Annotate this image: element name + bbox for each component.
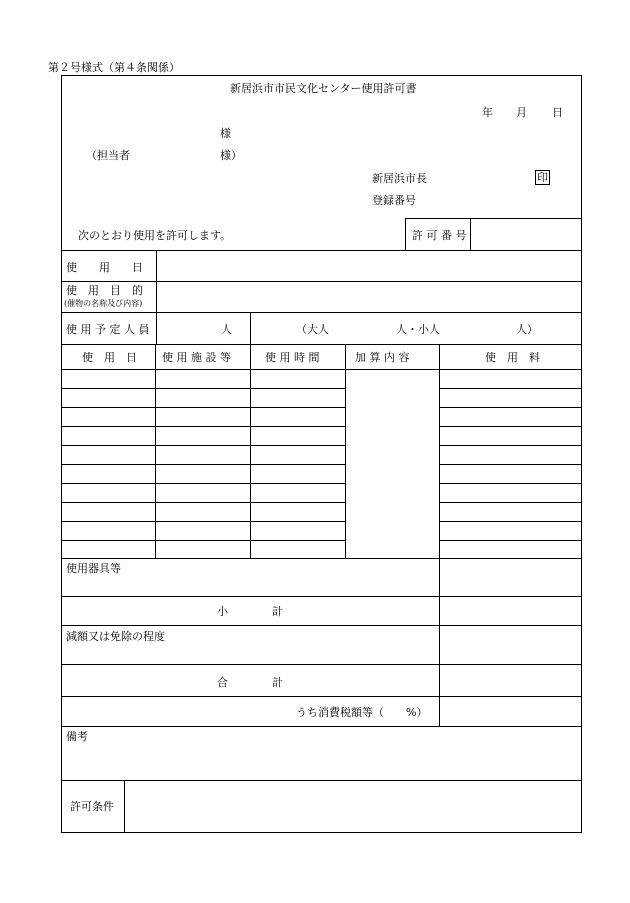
header-addition: 加 算 内 容	[355, 351, 410, 364]
reduction-label: 減額又は免除の程度	[66, 630, 165, 643]
tax-label: うち消費税額等（ %）	[296, 706, 428, 719]
total-label: 合 計	[217, 676, 283, 689]
people-label: 使 用 予 定 人 員	[66, 323, 150, 336]
form-number: 第２号様式（第４条関係）	[48, 61, 180, 74]
frame-left	[61, 75, 62, 832]
frame-top	[61, 75, 582, 76]
date-year: 年	[482, 106, 493, 119]
conditions-label: 許可条件	[70, 800, 114, 813]
purpose-sub-label: (催物の名称及び内容)	[64, 299, 143, 308]
purpose-label: 使 用 目 的	[66, 284, 143, 297]
document-title: 新居浜市市民文化センター使用許可書	[230, 82, 417, 95]
adult-label: （大人	[296, 323, 329, 336]
addressee-sama: 様	[220, 127, 231, 140]
tantou-sama: 様）	[220, 149, 242, 162]
permit-number-label: 許 可 番 号	[412, 229, 467, 242]
header-facility: 使 用 施 設 等	[162, 351, 231, 364]
seal-icon: 印	[537, 171, 548, 184]
frame-bottom	[61, 832, 582, 833]
equipment-label: 使用器具等	[66, 562, 121, 575]
header-use-date: 使 用 日	[82, 351, 137, 364]
subtotal-label: 小 計	[217, 605, 283, 618]
registration-no-label: 登録番号	[372, 194, 416, 207]
tantou-label: （担当者	[86, 149, 130, 162]
remarks-label: 備考	[66, 730, 88, 743]
header-time: 使 用 時 間	[265, 351, 320, 364]
use-date-label: 使 用 日	[66, 261, 143, 274]
permit-statement: 次のとおり使用を許可します。	[78, 229, 232, 242]
people-unit: 人	[221, 323, 232, 336]
date-day: 日	[552, 106, 563, 119]
date-month: 月	[516, 106, 527, 119]
child-label: 人・小人	[396, 323, 440, 336]
people-close: 人）	[516, 323, 538, 336]
mayor-label: 新居浜市長	[372, 172, 427, 185]
header-fee: 使 用 料	[485, 351, 540, 364]
frame-right	[581, 75, 582, 832]
